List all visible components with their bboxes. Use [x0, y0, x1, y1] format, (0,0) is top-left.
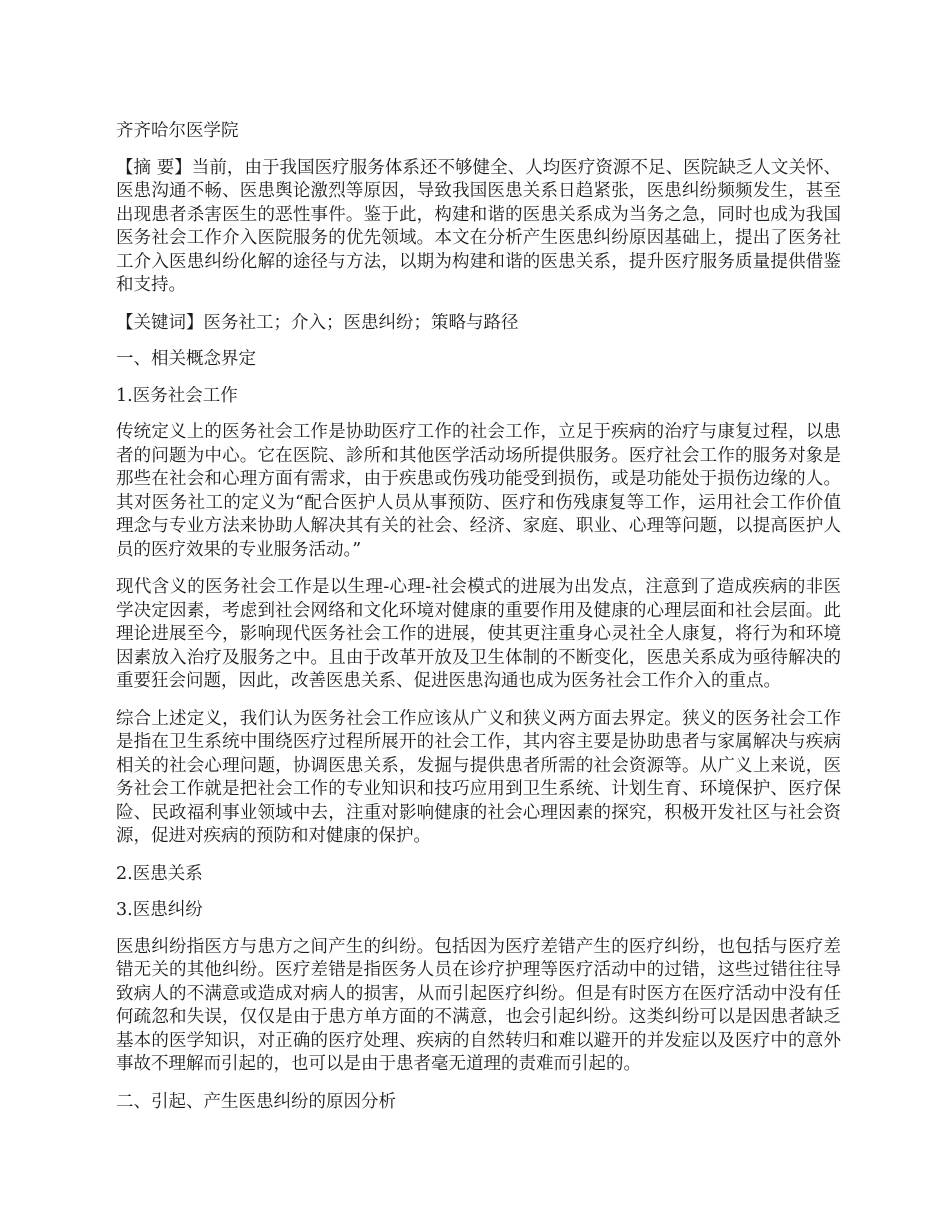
- subsection-1-title: 1.医务社会工作: [116, 385, 238, 406]
- subsection-3-title: 3.医患纠纷: [116, 900, 203, 920]
- subsection-1-paragraph-3: 综合上述定义，我们认为医务社会工作应该从广义和狭义两方面去界定。狭义的医务社会工作是指在卫生系统中围绕医疗过程所展开的社会工作，其内容主要是协助患者与家属解决与疾病相关的社会心理问题，协调医患关系，发掘与提供患者所需的社会资源等。从广义上来说，医务社会工作就是把社会工作的专业知识和技巧应用到卫生系统、计划生育、环境保护、医疗保险、民政福利事业领域中去，注重对影响健康的社会心理因素的探究，积极开发社区与社会资源，促进对疾病的预防和对健康的保护。: [116, 708, 841, 846]
- subsection-1-paragraph-2: 现代含义的医务社会工作是以生理-心理-社会模式的进展为出发点，注意到了造成疾病的非医学决定因素，考虑到社会网络和文化环境对健康的重要作用及健康的心理层面和社会层面。此理论进展至今，影响现代医务社会工作的进展，使其更注重身心灵社全人康复，将行为和环境因素放入治疗及服务之中。且由于改革开放及卫生体制的不断变化，医患关系成为亟待解决的重要狂会问题，因此，改善医患关系、促进医患沟通也成为医务社会工作介入的重点。: [116, 577, 841, 691]
- subsection-1-paragraph-1: 传统定义上的医务社会工作是协助医疗工作的社会工作，立足于疾病的治疗与康复过程，以患者的问题为中心。它在医院、診所和其他医学活动场所提供服务。医疗社会工作的服务对象是那些在社会和心理方面有需求，由于疾患或伤残功能受到损伤，或是功能处于损伤边缘的人。其对医务社工的定义为“配合医护人员从事预防、医疗和伤残康复等工作，运用社会工作价值理念与专业方法来协助人解决其有关的社会、经济、家庭、职业、心理等问题，以提高医护人员的医疗效果的专业服务活动。”: [116, 422, 841, 560]
- keywords-line: 【关键词】医务社工；介入；医患纠纷；策略与路径: [116, 312, 519, 333]
- abstract-paragraph: 【摘 要】当前，由于我国医疗服务体系还不够健全、人均医疗资源不足、医院缺乏人文关怀、医患沟通不畅、医患舆论激烈等原因，导致我国医患关系日趋紧张，医患纠纷频频发生，甚至出现患者杀害医生的恶性事件。鉴于此，构建和谐的医患关系成为当务之急，同时也成为我国医务社会工作介入医院服务的优先领域。本文在分析产生医患纠纷原因基础上，提出了医务社工介入医患纠纷化解的途径与方法，以期为构建和谐的医患关系，提升医疗服务质量提供借鉴和支持。: [116, 157, 841, 295]
- section-1-title: 一、相关概念界定: [116, 349, 256, 369]
- subsection-3-paragraph-1: 医患纠纷指医方与患方之间产生的纠纷。包括因为医疗差错产生的医疗纠纷，也包括与医疗差错无关的其他纠纷。医疗差错是指医务人员在诊疗护理等医疗活动中的过错，这些过错往往导致病人的不满意或造成对病人的损害，从而引起医疗纠纷。但是有时医方在医疗活动中没有任何疏忽和失误，仅仅是由于患方单方面的不满意，也会引起纠纷。这类纠纷可以是因患者缺乏基本的医学知识，对正确的医疗处理、疾病的自然转归和难以避开的并发症以及医疗中的意外事故不理解而引起的，也可以是由于患者毫无道理的责难而引起的。: [116, 936, 841, 1074]
- section-2-title: 二、引起、产生医患纠纷的原因分析: [116, 1091, 396, 1112]
- document-body: [116, 120, 841, 1127]
- subsection-2-title: 2.医患关系: [116, 863, 203, 884]
- institution-name: 齐齐哈尔医学院: [116, 121, 239, 141]
